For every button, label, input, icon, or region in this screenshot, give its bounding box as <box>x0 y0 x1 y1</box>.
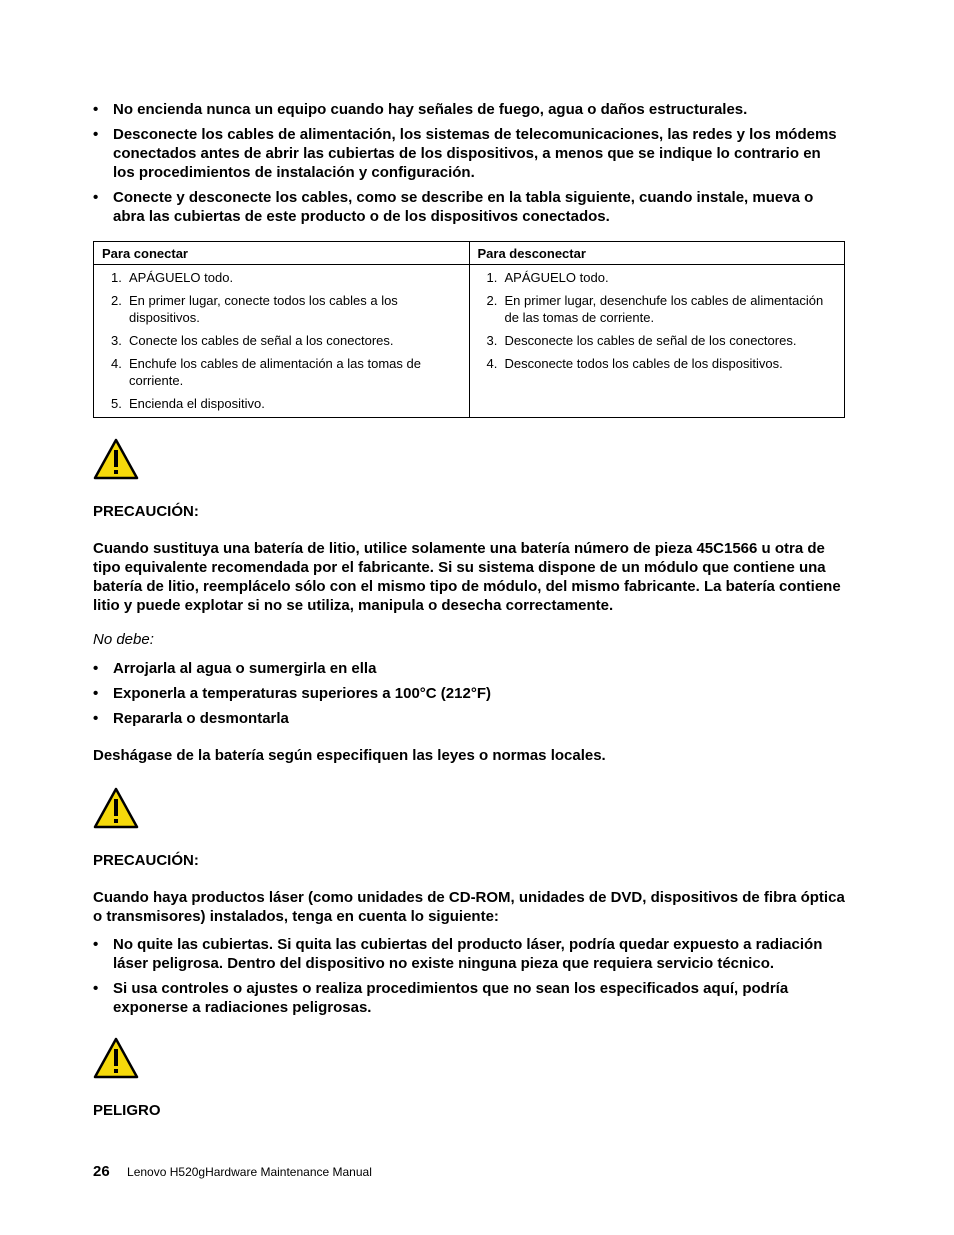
disconnect-step: 2. En primer lugar, desenchufe los cables de alimentación de las tomas de corriente. <box>486 293 824 325</box>
danger-section <box>93 1037 845 1120</box>
disconnect-step: 3. Desconecte los cables de señal de los conectores. <box>486 333 797 348</box>
disconnect-step: 1. APÁGUELO todo. <box>486 270 609 285</box>
page-content <box>93 100 845 1120</box>
list-item: • Exponerla a temperaturas superiores a 100°C (212°F) <box>93 685 491 702</box>
warning-triangle-icon <box>93 438 139 480</box>
list-item: • No encienda nunca un equipo cuando hay señales de fuego, agua o daños estructurales. <box>93 101 748 118</box>
list-item: • Si usa controles o ajustes o realiza procedimientos que no sean los especificados aquí, podría exponerse a radiaciones peligrosas. <box>93 980 789 1016</box>
danger-label: PELIGRO <box>93 1102 161 1119</box>
connect-table <box>93 241 845 418</box>
caution-section-2 <box>93 787 845 1017</box>
list-item: • Repararla o desmontarla <box>93 710 289 727</box>
connect-step: 2. En primer lugar, conecte todos los cables a los dispositivos. <box>111 293 398 325</box>
no-debe-label: No debe: <box>93 631 154 648</box>
list-item: • No quite las cubiertas. Si quita las cubiertas del producto láser, podría quedar expuesto a radiación láser peligrosa. Dentro del dispositivo no existe ninguna pieza que requiera servicio técnico. <box>93 936 823 972</box>
caution-text: Cuando haya productos láser (como unidades de CD-ROM, unidades de DVD, dispositivos de fibra óptica o transmisores) instalados, tenga en cuenta lo siguiente: <box>93 889 845 925</box>
list-item: • Conecte y desconecte los cables, como se describe en la tabla siguiente, cuando instale, mueva o abra las cubiertas de este producto o de los dispositivos conectados. <box>93 189 814 225</box>
safety-bullets <box>93 100 845 226</box>
page-footer <box>93 1163 372 1180</box>
warning-triangle-icon <box>93 1037 139 1079</box>
connect-step: 3. Conecte los cables de señal a los conectores. <box>111 333 394 348</box>
disconnect-step: 4. Desconecte todos los cables de los dispositivos. <box>486 356 783 371</box>
header-disconnect: Para desconectar <box>469 242 845 265</box>
header-connect: Para conectar <box>94 242 470 265</box>
disconnect-steps-cell <box>469 265 845 418</box>
footer-title: Lenovo H520gHardware Maintenance Manual <box>127 1165 372 1179</box>
disposal-text: Deshágase de la batería según especifiquen las leyes o normas locales. <box>93 747 606 764</box>
connect-steps-cell <box>94 265 470 418</box>
caution-section-1 <box>93 438 845 765</box>
connect-step: 4. Enchufe los cables de alimentación a las tomas de corriente. <box>111 356 421 388</box>
caution-label: PRECAUCIÓN: <box>93 503 199 520</box>
warning-triangle-icon <box>93 787 139 829</box>
connect-step: 5. Encienda el dispositivo. <box>111 396 265 411</box>
laser-warning-list <box>93 935 845 1017</box>
connect-step: 1. APÁGUELO todo. <box>111 270 234 285</box>
page-number: 26 <box>93 1163 110 1180</box>
battery-warning-list <box>93 659 845 728</box>
list-item: • Desconecte los cables de alimentación, los sistemas de telecomunicaciones, las redes y los módems conectados antes de abrir las cubiertas de los dispositivos, a menos que se indique lo contrario en los procedimientos de instalación y configuración. <box>93 126 837 181</box>
caution-text: Cuando sustituya una batería de litio, utilice solamente una batería número de pieza 45C1566 u otra de tipo equivalente recomendada por el fabricante. Si su sistema dispone de un módulo que contiene una batería de litio, reemplácelo sólo con el mismo tipo de módulo, del mismo fabricante. La batería contiene litio y puede explotar si no se utiliza, manipula o desecha correctamente. <box>93 540 841 614</box>
caution-label: PRECAUCIÓN: <box>93 852 199 869</box>
list-item: • Arrojarla al agua o sumergirla en ella <box>93 660 377 677</box>
